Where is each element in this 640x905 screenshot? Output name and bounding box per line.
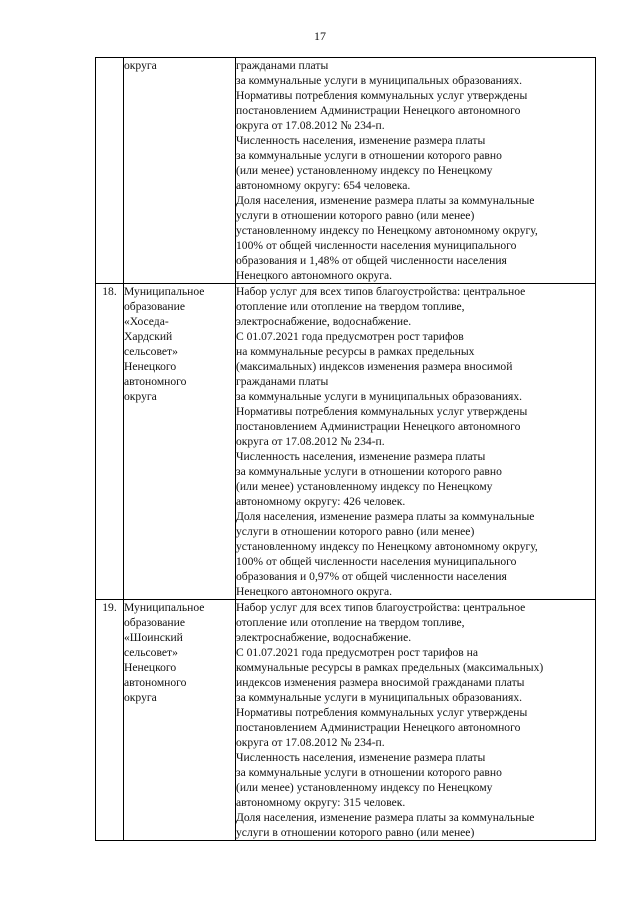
- description-line: постановлением Администрации Ненецкого автономного: [236, 721, 521, 734]
- tariff-table: [95, 57, 596, 841]
- description-line: за коммунальные услуги в отношении которого равно: [236, 766, 502, 779]
- municipality-name-line: Ненецкого: [124, 360, 177, 373]
- municipality-name-line: округа: [124, 390, 157, 403]
- description-line: Доля населения, изменение размера платы за коммунальные: [236, 194, 535, 207]
- description-line: округа от 17.08.2012 № 234-п.: [236, 119, 385, 132]
- description-line: постановлением Администрации Ненецкого автономного: [236, 104, 521, 117]
- municipality-name-line: Муниципальное: [124, 601, 205, 614]
- description-line: на коммунальные ресурсы в рамках предельных: [236, 345, 475, 358]
- description-line: (или менее) установленному индексу по Ненецкому: [236, 164, 493, 177]
- description-line: за коммунальные услуги в муниципальных образованиях.: [236, 390, 523, 403]
- description-line: 100% от общей численности населения муниципального: [236, 239, 517, 252]
- description-line: услуги в отношении которого равно (или менее): [236, 525, 475, 538]
- row-number-cell: 19.: [96, 600, 124, 841]
- municipality-name-line: округа: [124, 691, 157, 704]
- table-row: [96, 284, 596, 600]
- municipality-name-line: сельсовет»: [124, 345, 178, 358]
- description-line: округа от 17.08.2012 № 234-п.: [236, 435, 385, 448]
- description-line: Нормативы потребления коммунальных услуг утверждены: [236, 706, 528, 719]
- description-line: за коммунальные услуги в отношении которого равно: [236, 465, 502, 478]
- municipality-name-cell: [124, 600, 236, 841]
- description-line: автономному округу: 426 человек.: [236, 495, 406, 508]
- description-line: Численность населения, изменение размера платы: [236, 450, 486, 463]
- municipality-name-line: Хардский: [124, 330, 173, 343]
- municipality-name-line: автономного: [124, 375, 187, 388]
- description-line: С 01.07.2021 года предусмотрен рост тарифов на: [236, 646, 479, 659]
- municipality-name-line: образование: [124, 616, 185, 629]
- description-line: электроснабжение, водоснабжение.: [236, 631, 412, 644]
- description-line: Численность населения, изменение размера платы: [236, 134, 486, 147]
- description-line: С 01.07.2021 года предусмотрен рост тарифов: [236, 330, 464, 343]
- description-line: Численность населения, изменение размера платы: [236, 751, 486, 764]
- description-line: (или менее) установленному индексу по Ненецкому: [236, 480, 493, 493]
- description-line: отопление или отопление на твердом топливе,: [236, 616, 465, 629]
- table-row: [96, 600, 596, 841]
- municipality-name-line: сельсовет»: [124, 646, 178, 659]
- municipality-name-line: Ненецкого: [124, 661, 177, 674]
- description-line: за коммунальные услуги в муниципальных образованиях.: [236, 74, 523, 87]
- description-line: 100% от общей численности населения муниципального: [236, 555, 517, 568]
- description-line: образования и 1,48% от общей численности населения: [236, 254, 507, 267]
- description-line: округа от 17.08.2012 № 234-п.: [236, 736, 385, 749]
- row-number-cell: 18.: [96, 284, 124, 600]
- description-line: индексов изменения размера вносимой гражданами платы: [236, 676, 525, 689]
- municipality-name-line: автономного: [124, 676, 187, 689]
- description-line: электроснабжение, водоснабжение.: [236, 315, 412, 328]
- table-body: [96, 58, 596, 841]
- description-line: образования и 0,97% от общей численности населения: [236, 570, 507, 583]
- description-line: за коммунальные услуги в отношении которого равно: [236, 149, 502, 162]
- municipality-name-cell: [124, 58, 236, 284]
- description-line: отопление или отопление на твердом топливе,: [236, 300, 465, 313]
- municipality-name-line: «Хоседа-: [124, 315, 169, 328]
- description-line: автономному округу: 315 человек.: [236, 796, 406, 809]
- description-line: Доля населения, изменение размера платы за коммунальные: [236, 811, 535, 824]
- description-line: Ненецкого автономного округа.: [236, 585, 393, 598]
- description-line: установленному индексу по Ненецкому автономному округу,: [236, 224, 538, 237]
- description-line: услуги в отношении которого равно (или менее): [236, 826, 475, 839]
- municipality-name-line: округа: [124, 59, 157, 72]
- description-line: установленному индексу по Ненецкому автономному округу,: [236, 540, 538, 553]
- row-number-cell: [96, 58, 124, 284]
- description-line: гражданами платы: [236, 59, 329, 72]
- description-line: (максимальных) индексов изменения размера вносимой: [236, 360, 513, 373]
- table-row: [96, 58, 596, 284]
- description-line: услуги в отношении которого равно (или менее): [236, 209, 475, 222]
- description-cell: [236, 284, 596, 600]
- description-line: Нормативы потребления коммунальных услуг утверждены: [236, 405, 528, 418]
- description-line: за коммунальные услуги в муниципальных образованиях.: [236, 691, 523, 704]
- description-cell: [236, 58, 596, 284]
- municipality-name-line: образование: [124, 300, 185, 313]
- description-line: Набор услуг для всех типов благоустройства: центральное: [236, 601, 526, 614]
- description-line: Нормативы потребления коммунальных услуг утверждены: [236, 89, 528, 102]
- municipality-name-cell: [124, 284, 236, 600]
- description-line: постановлением Администрации Ненецкого автономного: [236, 420, 521, 433]
- description-line: Доля населения, изменение размера платы за коммунальные: [236, 510, 535, 523]
- description-cell: [236, 600, 596, 841]
- description-line: Набор услуг для всех типов благоустройства: центральное: [236, 285, 526, 298]
- municipality-name-line: Муниципальное: [124, 285, 205, 298]
- description-line: автономному округу: 654 человека.: [236, 179, 411, 192]
- description-line: Ненецкого автономного округа.: [236, 269, 393, 282]
- municipality-name-line: «Шоинский: [124, 631, 183, 644]
- description-line: гражданами платы: [236, 375, 329, 388]
- description-line: коммунальные ресурсы в рамках предельных (максимальных): [236, 661, 544, 674]
- description-line: (или менее) установленному индексу по Ненецкому: [236, 781, 493, 794]
- page-number: 17: [314, 29, 326, 43]
